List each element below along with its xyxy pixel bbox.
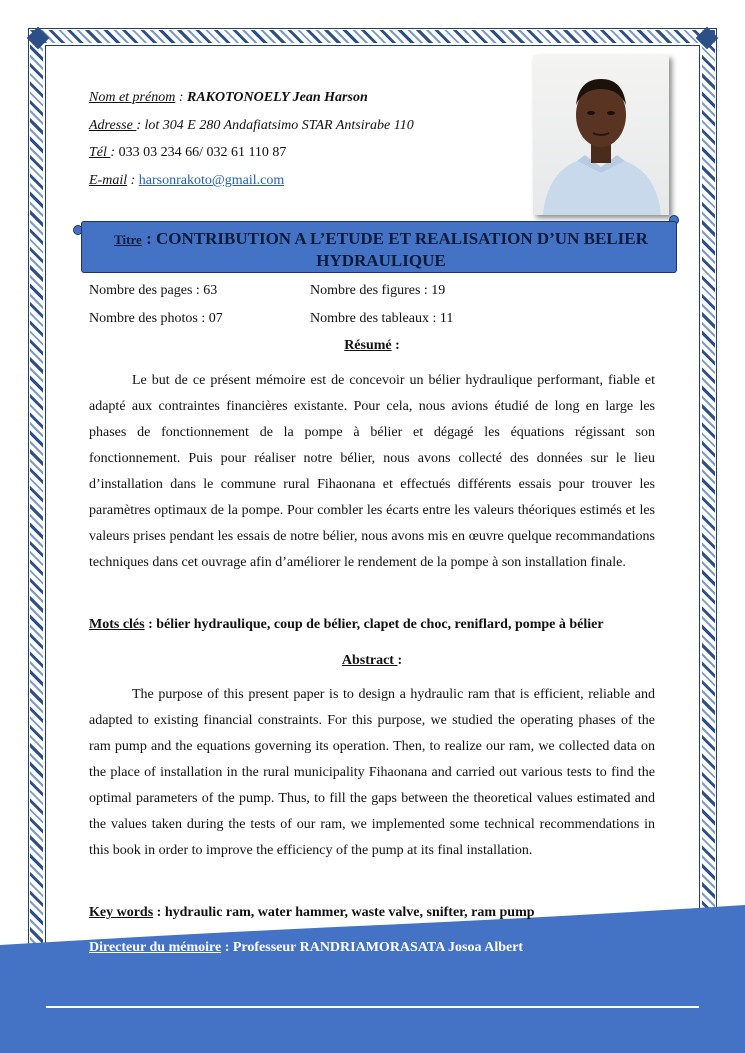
abstract-heading-label: Abstract xyxy=(341,653,398,668)
thesis-title: Titre : CONTRIBUTION A L’ETUDE ET REALISATION D’UN BELIER HYDRAULIQUE xyxy=(114,229,648,270)
resume-heading-label: Résumé xyxy=(344,338,392,353)
author-address-value: lot 304 E 280 Andafiatsimo STAR Antsirabe 110 xyxy=(144,118,414,133)
abstract-keywords-value: hydraulic ram, water hammer, waste valve, snifter, ram pump xyxy=(164,905,535,920)
abstract-keywords: Key words : hydraulic ram, water hammer, waste valve, snifter, ram pump xyxy=(89,905,535,920)
author-phone-label: Tél xyxy=(89,145,111,160)
author-email-link[interactable]: harsonrakoto@gmail.com xyxy=(138,173,285,188)
abstract-paragraph: The purpose of this present paper is to design a hydraulic ram that is efficient, reliable and adapted to existing financial constraints. For this purpose, we studied the operating phases of the ram pump and the equations governing its operation. Then, to realize our ram, we collected data on the place of installation in the rural municipality Fihaonana and carried out various tests to find the optimal parameters of the pump. Thus, to fill the gaps between the theoretical values estimated and the values taken during the tests of our ram, we implemented some technical recommendations in this book in order to improve the efficiency of the pump at its final installation. xyxy=(89,687,655,858)
footer-wave xyxy=(0,905,745,1053)
title-value: CONTRIBUTION A L’ETUDE ET REALISATION D’UN BELIER HYDRAULIQUE xyxy=(155,229,648,270)
author-name-label: Nom et prénom xyxy=(89,90,176,105)
resume-keywords-value: bélier hydraulique, coup de bélier, clapet de choc, reniflard, pompe à bélier xyxy=(156,617,604,632)
stat-pages: Nombre des pages : 63 xyxy=(89,283,218,298)
author-name-line: Nom et prénom : RAKOTONOELY Jean Harson xyxy=(89,90,368,105)
stat-photos: Nombre des photos : 07 xyxy=(89,311,223,326)
abstract-keywords-label: Key words xyxy=(89,905,154,920)
director-value: Professeur RANDRIAMORASATA Josoa Albert xyxy=(232,940,524,955)
stat-figures: Nombre des figures : 19 xyxy=(310,283,446,298)
author-address-line: Adresse : lot 304 E 280 Andafiatsimo STAR Antsirabe 110 xyxy=(89,118,414,133)
author-email-line: E-mail : harsonrakoto@gmail.com xyxy=(89,173,285,188)
director-label: Directeur du mémoire xyxy=(89,940,222,955)
title-label: Titre xyxy=(114,232,142,247)
author-photo xyxy=(533,55,669,215)
author-address-label: Adresse xyxy=(89,118,137,133)
title-banner xyxy=(73,219,679,275)
author-phone-value: 033 03 234 66/ 032 61 110 87 xyxy=(118,145,287,160)
author-name-value: RAKOTONOELY Jean Harson xyxy=(187,90,368,105)
stat-tables: Nombre des tableaux : 11 xyxy=(310,311,454,326)
director-line: Directeur du mémoire : Professeur RANDRIAMORASATA Josoa Albert xyxy=(89,940,524,955)
resume-heading: Résumé : xyxy=(344,338,400,353)
resume-paragraph: Le but de ce présent mémoire est de concevoir un bélier hydraulique performant, fiable et adapté aux contraintes financières existante. Pour cela, nous avions étudié de long en large les phases de fonctionnement de la pompe à bélier et dégagé les équations régissant son fonctionnement. Puis pour réaliser notre bélier, nous avons collecté des données sur le lieu d’installation dans le commune rural Fihaonana et effectués différents essais pour trouver les paramètres optimaux de la pompe. Pour combler les écarts entre les valeurs théoriques estimés et les valeurs prises pendant les essais de notre bélier, nous avons mis en œuvre quelque recommandations techniques dans cet ouvrage afin d’améliorer le rendement de la pompe à son installation finale. xyxy=(89,373,655,570)
author-email-label: E-mail xyxy=(89,173,128,188)
resume-keywords-label: Mots clés xyxy=(89,617,145,632)
author-phone-line: Tél : 033 03 234 66/ 032 61 110 87 xyxy=(89,145,287,160)
footer-divider xyxy=(46,1006,699,1008)
abstract-heading: Abstract : xyxy=(341,653,403,668)
resume-keywords: Mots clés : bélier hydraulique, coup de bélier, clapet de choc, reniflard, pompe à bélier xyxy=(89,617,604,632)
